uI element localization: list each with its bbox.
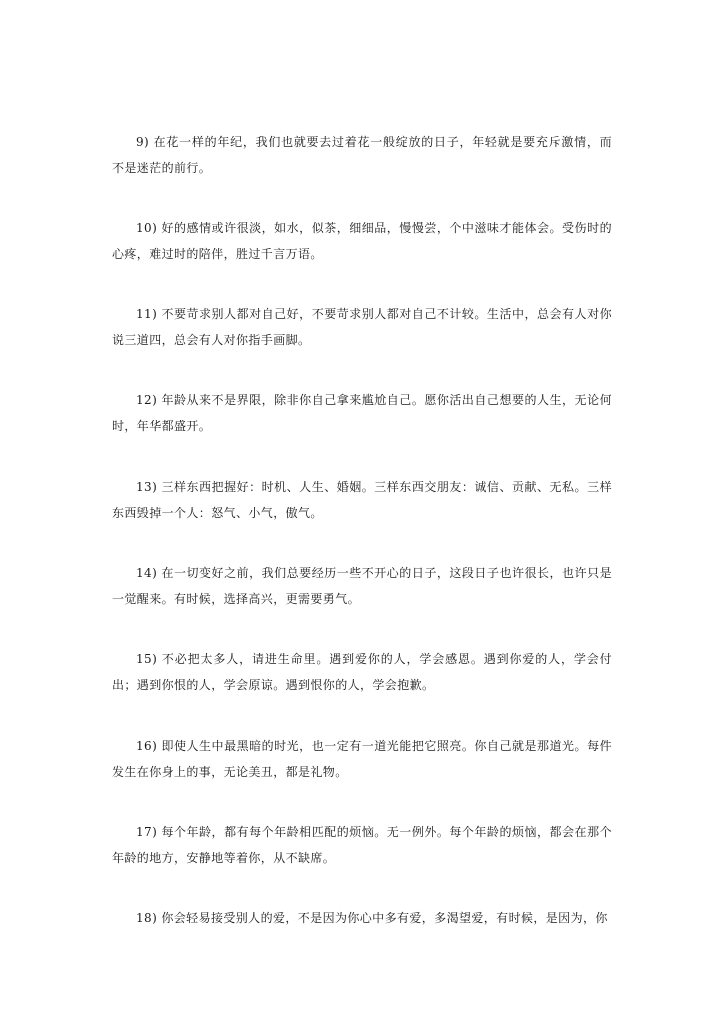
paragraph-10: 10) 好的感情或许很淡，如水，似茶，细细品，慢慢尝，个中滋味才能体会。受伤时的心疼，难过时的陪伴，胜过千言万语。 (112, 221, 612, 261)
paragraph-15: 15) 不必把太多人，请进生命里。遇到爱你的人，学会感恩。遇到你爱的人，学会付出；遇到你恨的人，学会原谅。遇到恨你的人，学会抱歉。 (112, 652, 612, 692)
paragraph-12: 12) 年龄从来不是界限，除非你自己拿来尴尬自己。愿你活出自己想要的人生，无论何时，年华都盛开。 (112, 393, 612, 433)
paragraph-14: 14) 在一切变好之前，我们总要经历一些不开心的日子，这段日子也许很长，也许只是一觉醒来。有时候，选择高兴，更需要勇气。 (112, 566, 612, 606)
paragraph-13: 13) 三样东西把握好：时机、人生、婚姻。三样东西交朋友：诚信、贡献、无私。三样东西毁掉一个人：怒气、小气，傲气。 (112, 480, 612, 520)
paragraph-17: 17) 每个年龄，都有每个年龄相匹配的烦恼。无一例外。每个年龄的烦恼，都会在那个年龄的地方，安静地等着你，从不缺席。 (112, 825, 612, 865)
paragraph-16: 16) 即使人生中最黑暗的时光，也一定有一道光能把它照亮。你自己就是那道光。每件发生在你身上的事，无论美丑，都是礼物。 (112, 739, 612, 779)
paragraph-18: 18) 你会轻易接受别人的爱，不是因为你心中多有爱，多渴望爱，有时候，是因为，你 (136, 911, 608, 925)
paragraph-9: 9) 在花一样的年纪，我们也就要去过着花一般绽放的日子，年轻就是要充斥激情，而不是迷茫的前行。 (112, 135, 612, 175)
paragraph-11: 11) 不要苛求别人都对自己好，不要苛求别人都对自己不计较。生活中，总会有人对你说三道四，总会有人对你指手画脚。 (112, 307, 612, 347)
